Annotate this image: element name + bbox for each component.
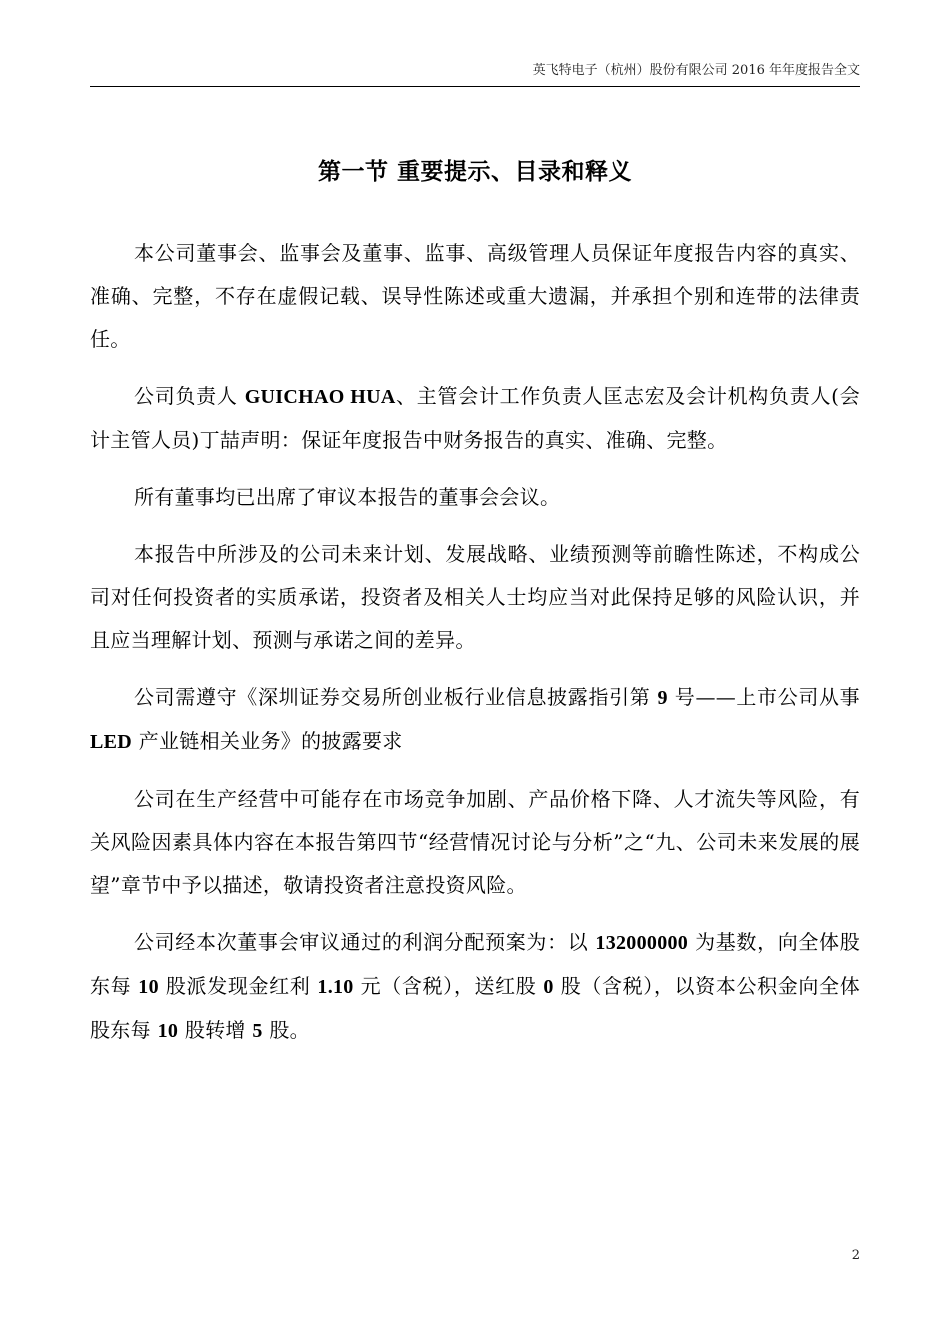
section-title: 第一节 重要提示、目录和释义: [317, 158, 632, 185]
text-segment: 股派发现金红利: [158, 974, 318, 998]
per-shares-number: 10: [157, 1020, 179, 1042]
guideline-number: 9: [657, 687, 668, 709]
body-text: [90, 232, 860, 1067]
text-segment: 股。: [262, 1018, 310, 1042]
paragraph-board-attendance: 所有董事均已出席了审议本报告的董事会会议。: [134, 485, 561, 509]
text-segment: 公司经本次董事会审议通过的利润分配预案为：以: [134, 930, 596, 954]
bonus-share-number: 0: [543, 976, 554, 998]
text-segment: 、主管会计工作负责人匡志宏及会计机构负责人(会计主管人员)丁喆声明：保证年度报告中财务报告的真实、准确、完整。: [90, 384, 860, 452]
led-term: LED: [90, 731, 133, 753]
paragraph-responsibility-statement: 本公司董事会、监事会及董事、监事、高级管理人员保证年度报告内容的真实、准确、完整，不存在虚假记载、误导性陈述或重大遗漏，并承担个别和连带的法律责任。: [90, 241, 860, 351]
header-rule: [90, 86, 860, 87]
text-segment: 股转增: [178, 1018, 253, 1042]
paragraph-disclosure-requirement: [90, 676, 860, 764]
text-segment: 为基数，向全体股东每: [90, 930, 860, 998]
paragraph-forward-looking-statement: 本报告中所涉及的公司未来计划、发展战略、业绩预测等前瞻性陈述，不构成公司对任何投资者的实质承诺，投资者及相关人士均应当对此保持足够的风险认识，并且应当理解计划、预测与承诺之间的差异。: [90, 542, 860, 652]
text-segment: 元（含税），送红股: [353, 974, 544, 998]
capitalization-share-number: 5: [252, 1020, 263, 1042]
paragraph-risk-notice: 公司在生产经营中可能存在市场竞争加剧、产品价格下降、人才流失等风险，有关风险因素具体内容在本报告第四节“经营情况讨论与分析”之“九、公司未来发展的展望”章节中予以描述，敬请投资者注意投资风险。: [90, 787, 860, 897]
responsible-person-name: GUICHAO HUA: [244, 386, 396, 408]
text-segment: 股（含税），以资本公积金向全体股东每: [90, 974, 860, 1042]
text-segment: 公司负责人: [134, 384, 245, 408]
text-segment: 产业链相关业务》的披露要求: [132, 729, 403, 753]
page-number: 2: [851, 1248, 860, 1263]
text-segment: 号——上市公司从事: [667, 685, 860, 709]
share-base-number: 132000000: [595, 932, 689, 954]
paragraph-financial-statement-declaration: [90, 375, 860, 462]
cash-dividend-amount: 1.10: [317, 976, 354, 998]
per-shares-number: 10: [138, 976, 159, 998]
page-header: 英飞特电子（杭州）股份有限公司 2016 年年度报告全文: [532, 63, 860, 78]
text-segment: 公司需遵守《深圳证券交易所创业板行业信息披露指引第: [134, 685, 658, 709]
paragraph-profit-distribution: [90, 921, 860, 1053]
